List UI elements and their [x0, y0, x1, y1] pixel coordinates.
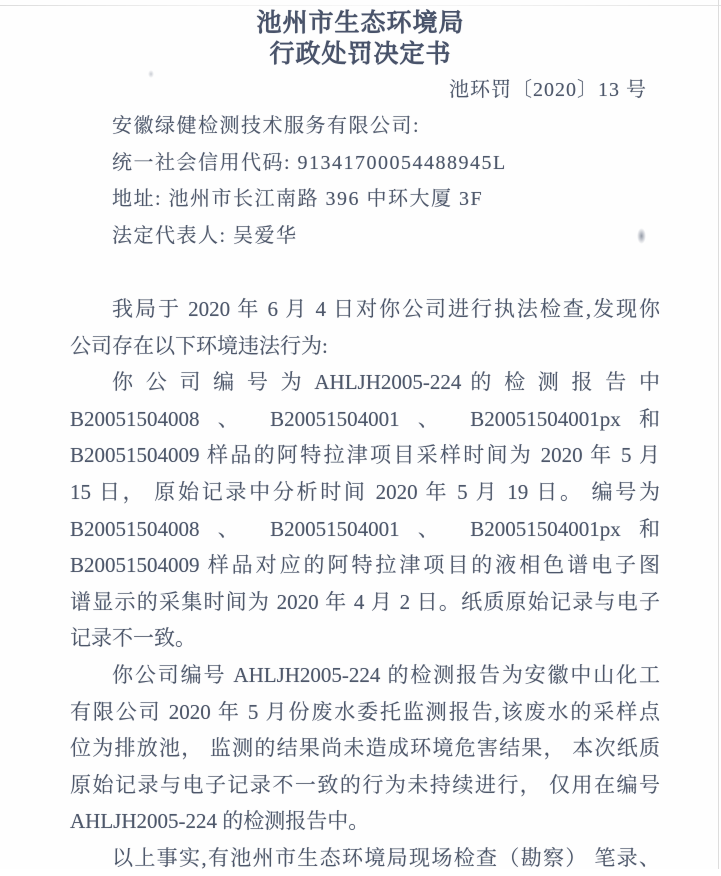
body-line: 有限公司 2020 年 5 月份废水委托监测报告,该废水的采样点 — [70, 699, 660, 724]
scan-artifact-top-line — [0, 5, 721, 6]
document-type-title: 行政处罚决定书 — [269, 41, 452, 68]
body-line: 以上事实,有池州市生态环境局现场检查（勘察） 笔录、 — [112, 845, 660, 870]
issuer-title: 池州市生态环境局 — [256, 10, 465, 37]
body-line: 谱显示的采集时间为 2020 年 4 月 2 日。纸质原始记录与电子 — [70, 589, 660, 614]
body-line: 记录不一致。 — [70, 626, 196, 651]
body-line: 公司存在以下环境违法行为: — [70, 333, 328, 358]
body-line: 我局于 2020 年 6 月 4 日对你公司进行执法检查,发现你 — [112, 296, 660, 321]
document-body — [70, 108, 660, 876]
legal-representative-line: 法定代表人: 吴爱华 — [112, 224, 298, 247]
address-line: 地址: 池州市长江南路 396 中环大厦 3F — [112, 188, 484, 211]
scan-artifact-right-edge — [718, 0, 719, 869]
body-line: B20051504009 样品对应的阿特拉津项目的液相色谱电子图 — [70, 553, 660, 578]
credit-code-line: 统一社会信用代码: 91341700054488945L — [112, 151, 507, 174]
body-line: AHLJH2005-224 的检测报告中。 — [70, 809, 370, 834]
body-line: 15 日， 原始记录中分析时间 2020 年 5 月 19 日。 编号为 — [70, 479, 660, 504]
body-line: 你公司编号 AHLJH2005-224 的检测报告为安徽中山化工 — [112, 662, 660, 687]
body-line: 你 公 司 编 号 为 AHLJH2005-224 的 检 测 报 告 中 — [112, 370, 660, 395]
document-title-block — [0, 8, 721, 70]
blank-line — [70, 254, 660, 291]
body-line: 原始记录与电子记录不一致的行为未持续进行， 仅用在编号 — [70, 772, 660, 797]
body-line: B20051504009 样品的阿特拉津项目采样时间为 2020 年 5 月 — [70, 443, 660, 468]
body-line: 位为排放池， 监测的结果尚未造成环境危害结果， 本次纸质 — [70, 736, 660, 761]
body-line: B20051504008 、 B20051504001 、 B20051504001px 和 — [70, 406, 660, 431]
body-line: B20051504008 、 B20051504001 、 B20051504001px 和 — [70, 516, 660, 541]
document-number: 池环罚〔2020〕13 号 — [449, 79, 647, 101]
recipient-company-line: 安徽绿健检测技术服务有限公司: — [112, 115, 421, 137]
scan-artifact-smudge-small — [148, 70, 154, 78]
